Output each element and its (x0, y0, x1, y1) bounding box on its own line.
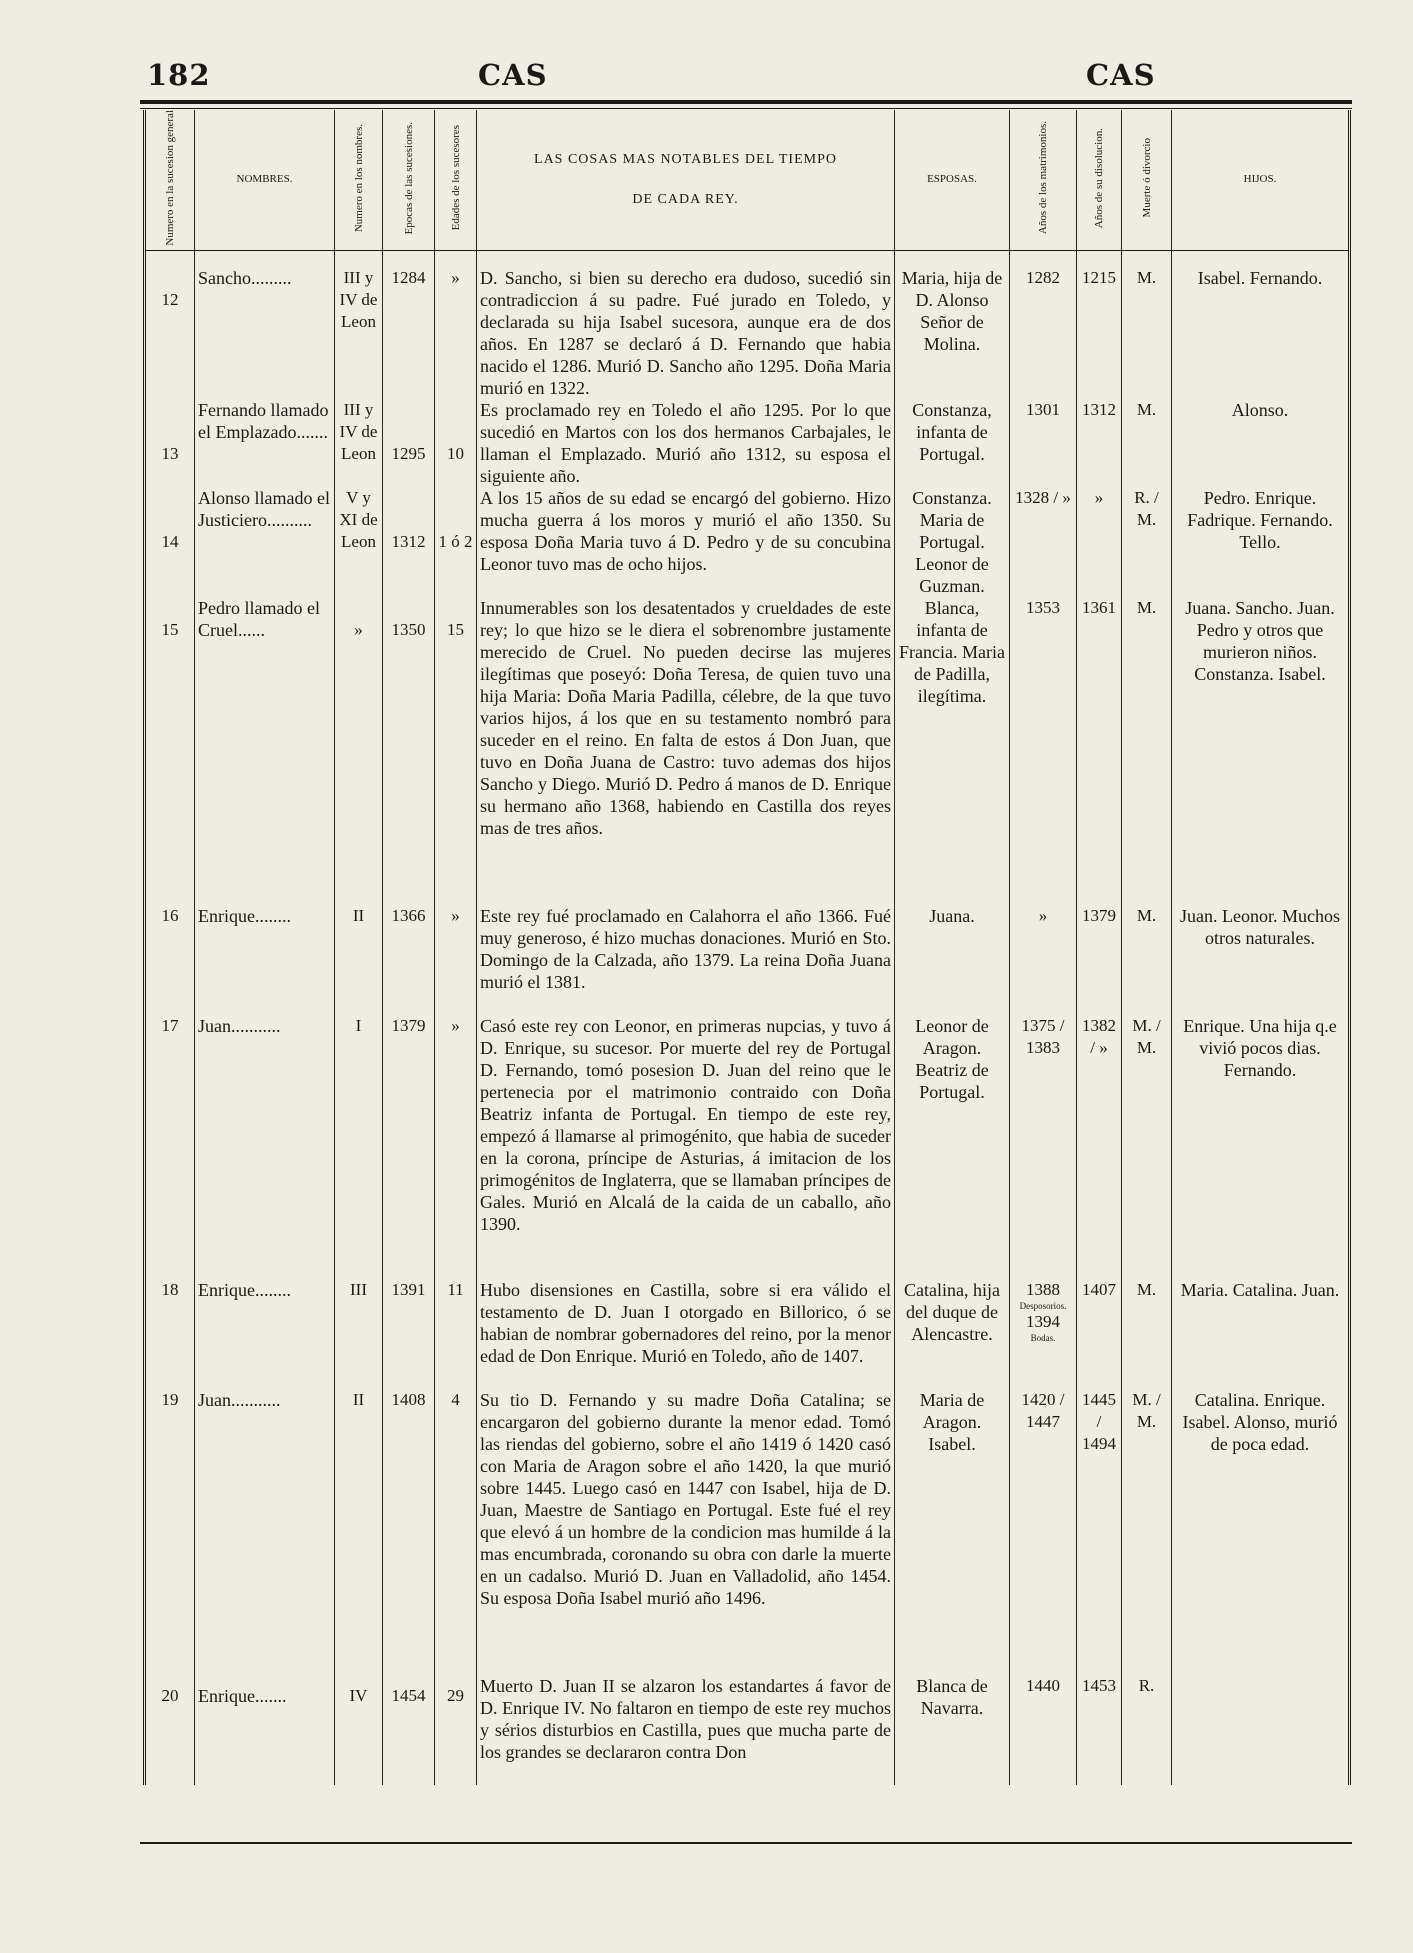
cell-esposa: Constanza, infanta de Portugal. (895, 399, 1010, 487)
cell-am: 1375 / 1383 (1010, 1015, 1077, 1279)
cell-hijos: Enrique. Una hija q.e vivió pocos dias. Fernando. (1172, 1015, 1350, 1279)
cell-hijos (1172, 1675, 1350, 1785)
cell-num: 14 (145, 487, 195, 597)
cell-name: Fernando llamado el Emplazado....... (195, 399, 335, 487)
page-number: 182 (147, 58, 211, 92)
cell-esposa: Catalina, hija del duque de Alencastre. (895, 1279, 1010, 1389)
cell-ord: V y XI de Leon (335, 487, 383, 597)
cell-epoca: 1391 (383, 1279, 435, 1389)
cell-name: Enrique........ (195, 1279, 335, 1389)
cell-am: 1388 Desposorios. 1394 Bodas. (1010, 1279, 1077, 1389)
running-header-left: CAS (478, 58, 548, 92)
cell-ord: III y IV de Leon (335, 267, 383, 399)
cell-ord: III y IV de Leon (335, 399, 383, 487)
cell-num: 13 (145, 399, 195, 487)
cell-ord: III (335, 1279, 383, 1389)
col-header-epocas: Epocas de las sucesiones. (383, 110, 435, 250)
cell-hijos: Maria. Catalina. Juan. (1172, 1279, 1350, 1389)
cell-epoca: 1350 (383, 597, 435, 905)
cell-epoca: 1379 (383, 1015, 435, 1279)
cell-ad: 1453 (1077, 1675, 1122, 1785)
cell-mu: R. / M. (1122, 487, 1172, 597)
cell-edad: » (435, 905, 477, 1015)
cell-name: Enrique....... (195, 1675, 335, 1785)
cell-epoca: 1366 (383, 905, 435, 1015)
cell-hijos: Isabel. Fernando. (1172, 267, 1350, 399)
cell-esposa: Blanca de Navarra. (895, 1675, 1010, 1785)
cell-edad: 15 (435, 597, 477, 905)
cell-edad: » (435, 1015, 477, 1279)
cell-edad: 11 (435, 1279, 477, 1389)
table-row (145, 1389, 1350, 1675)
top-rule (140, 100, 1352, 104)
cell-ord: II (335, 1389, 383, 1675)
cell-mu: M. (1122, 399, 1172, 487)
cell-notes: Muerto D. Juan II se alzaron los estandartes á favor de D. Enrique IV. No faltaron en tiempo de este rey muchos y sérios disturbios en Castilla, pues que mucha parte de los grandes se declararon contra Don (477, 1675, 895, 1785)
cell-notes: Es proclamado rey en Toledo el año 1295. Por lo que sucedió en Martos con los dos hermanos Carbajales, le llaman el Emplazado. Murió año 1312, su esposa el siguiente año. (477, 399, 895, 487)
cell-esposa: Juana. (895, 905, 1010, 1015)
cell-hijos: Catalina. Enrique. Isabel. Alonso, murió de poca edad. (1172, 1389, 1350, 1675)
cell-ad: 1215 (1077, 267, 1122, 399)
cell-am: 1353 (1010, 597, 1077, 905)
cell-ord: IV (335, 1675, 383, 1785)
cell-am: » (1010, 905, 1077, 1015)
cell-ord: II (335, 905, 383, 1015)
cell-ord: I (335, 1015, 383, 1279)
cell-mu: M. (1122, 597, 1172, 905)
cell-name: Juan........... (195, 1015, 335, 1279)
kings-register-table (143, 110, 1351, 1785)
cell-mu: M. / M. (1122, 1015, 1172, 1279)
cell-ord: » (335, 597, 383, 905)
cell-ad: 1445 / 1494 (1077, 1389, 1122, 1675)
cell-notes: Hubo disensiones en Castilla, sobre si era válido el testamento de D. Juan I otorgado en Billorico, ó se habian de nombrar gobernadores del reino, por la menor edad de Don Enrique. Murió en Toledo, año de 1407. (477, 1279, 895, 1389)
top-rule-thin (140, 108, 1352, 109)
table-row (145, 1279, 1350, 1389)
cell-num: 15 (145, 597, 195, 905)
cell-notes: Casó este rey con Leonor, en primeras nupcias, y tuvo á D. Enrique, su sucesor. Por muerte del rey de Portugal D. Fernando, tomó posesion D. Juan del reino que le pertenecia por el matrimonio contraido con Doña Beatriz infanta de Portugal. En tiempo de este rey, empezó á llamarse al primogénito, que habia de suceder en la corona, príncipe de Asturias, á imitacion de los primogénitos de Inglaterra, que se llamaban príncipes de Gales. Murió en Alcalá de la caida de un caballo, año 1390. (477, 1015, 895, 1279)
table-row (145, 597, 1350, 905)
cell-edad: 29 (435, 1675, 477, 1785)
cell-esposa: Maria, hija de D. Alonso Señor de Molina. (895, 267, 1010, 399)
cell-am: 1440 (1010, 1675, 1077, 1785)
cell-epoca: 1284 (383, 267, 435, 399)
cell-epoca: 1408 (383, 1389, 435, 1675)
col-header-muerte: Muerte ó divorcio (1122, 110, 1172, 250)
col-header-anos-matrimonios: Años de los matrimonios. (1010, 110, 1077, 250)
cell-epoca: 1295 (383, 399, 435, 487)
cell-esposa: Leonor de Aragon. Beatriz de Portugal. (895, 1015, 1010, 1279)
col-header-nombres: NOMBRES. (195, 110, 335, 250)
col-header-numeros-nombres: Numero en los nombres. (335, 110, 383, 250)
cell-num: 18 (145, 1279, 195, 1389)
cell-esposa: Constanza. Maria de Portugal. Leonor de Guzman. (895, 487, 1010, 597)
cell-ad: » (1077, 487, 1122, 597)
col-header-anos-disolucion: Años de su disolucion. (1077, 110, 1122, 250)
cell-edad: » (435, 267, 477, 399)
cell-name: Enrique........ (195, 905, 335, 1015)
col-header-cosas: LAS COSAS MAS NOTABLES DEL TIEMPO DE CADA REY. (477, 110, 895, 250)
cell-am: 1328 / » (1010, 487, 1077, 597)
cell-esposa: Blanca, infanta de Francia. Maria de Padilla, ilegítima. (895, 597, 1010, 905)
table-row (145, 1675, 1350, 1785)
cell-ad: 1382 / » (1077, 1015, 1122, 1279)
cell-num: 12 (145, 267, 195, 399)
cell-ad: 1407 (1077, 1279, 1122, 1389)
cell-edad: 1 ó 2 (435, 487, 477, 597)
cell-mu: M. (1122, 267, 1172, 399)
col-header-hijos: HIJOS. (1172, 110, 1350, 250)
cell-hijos: Pedro. Enrique. Fadrique. Fernando. Tello. (1172, 487, 1350, 597)
cell-num: 16 (145, 905, 195, 1015)
cell-hijos: Juan. Leonor. Muchos otros naturales. (1172, 905, 1350, 1015)
col-header-edades: Edades de los sucesores (435, 110, 477, 250)
running-header-right: CAS (1086, 58, 1156, 92)
cell-ad: 1361 (1077, 597, 1122, 905)
cell-epoca: 1312 (383, 487, 435, 597)
col-header-esposas: ESPOSAS. (895, 110, 1010, 250)
table-row (145, 399, 1350, 487)
cell-mu: M. (1122, 905, 1172, 1015)
cell-ad: 1312 (1077, 399, 1122, 487)
cell-notes: Su tio D. Fernando y su madre Doña Catalina; se encargaron del gobierno durante la menor edad. Tomó las riendas del gobierno, sobre el año 1419 ó 1420 casó con Maria de Aragon sobre el año 1420, la que murió sobre 1445. Luego casó en 1447 con Isabel, hija de D. Juan, Maestre de Santiago en Portugal. Este fué el rey que elevó á un hombre de la condicion mas humilde á la mas encumbrada, coronando su obra con darle la muerte en un cadalso. Murió D. Juan en Valladolid, año 1454. Su esposa Doña Isabel murió año 1496. (477, 1389, 895, 1675)
table-row (145, 487, 1350, 597)
cell-am: 1282 (1010, 267, 1077, 399)
cell-name: Alonso llamado el Justiciero.......... (195, 487, 335, 597)
bottom-rule (140, 1842, 1352, 1844)
cell-num: 17 (145, 1015, 195, 1279)
cell-notes: D. Sancho, si bien su derecho era dudoso, sucedió sin contradiccion á su padre. Fué jurado en Toledo, y declarada su hija Isabel sucesora, aunque era de dos años. En 1287 se declaró á D. Fernando que habia nacido el 1286. Murió D. Sancho año 1295. Doña Maria murió en 1322. (477, 267, 895, 399)
table-header-row (145, 110, 1350, 250)
col-header-numero: Numero en la sucesion general (145, 110, 195, 250)
cell-notes: Este rey fué proclamado en Calahorra el año 1366. Fué muy generoso, é hizo muchas donaciones. Murió en Sto. Domingo de la Calzada, año 1379. La reina Doña Juana murió el 1381. (477, 905, 895, 1015)
cell-edad: 4 (435, 1389, 477, 1675)
table-row (145, 1015, 1350, 1279)
cell-epoca: 1454 (383, 1675, 435, 1785)
cell-name: Pedro llamado el Cruel...... (195, 597, 335, 905)
cell-mu: R. (1122, 1675, 1172, 1785)
cell-esposa: Maria de Aragon. Isabel. (895, 1389, 1010, 1675)
cell-hijos: Alonso. (1172, 399, 1350, 487)
cell-am: 1420 / 1447 (1010, 1389, 1077, 1675)
cell-mu: M. (1122, 1279, 1172, 1389)
cell-ad: 1379 (1077, 905, 1122, 1015)
cell-am: 1301 (1010, 399, 1077, 487)
cell-name: Sancho......... (195, 267, 335, 399)
table-row (145, 905, 1350, 1015)
table-row (145, 267, 1350, 399)
cell-mu: M. / M. (1122, 1389, 1172, 1675)
cell-notes: Innumerables son los desatentados y crueldades de este rey; lo que hizo se le diera el sobrenombre justamente merecido de Cruel. No pueden decirse las mujeres ilegítimas que poseyó: Doña Teresa, de quien tuvo una hija Maria: Doña Maria Padilla, célebre, de la que tuvo varios hijos, á los que en su testamento nombró para suceder en el reino. En falta de estos á Don Juan, que tuvo en Doña Juana de Castro: tuvo ademas dos hijos Sancho y Diego. Murió D. Pedro á manos de D. Enrique su hermano año 1368, habiendo en Castilla dos reyes mas de tres años. (477, 597, 895, 905)
cell-num: 19 (145, 1389, 195, 1675)
cell-notes: A los 15 años de su edad se encargó del gobierno. Hizo mucha guerra á los moros y murió el año 1350. Su esposa Doña Maria tuvo á D. Pedro y de su concubina Leonor tuvo mas de ocho hijos. (477, 487, 895, 597)
cell-hijos: Juana. Sancho. Juan. Pedro y otros que murieron niños. Constanza. Isabel. (1172, 597, 1350, 905)
cell-num: 20 (145, 1675, 195, 1785)
cell-name: Juan........... (195, 1389, 335, 1675)
cell-edad: 10 (435, 399, 477, 487)
